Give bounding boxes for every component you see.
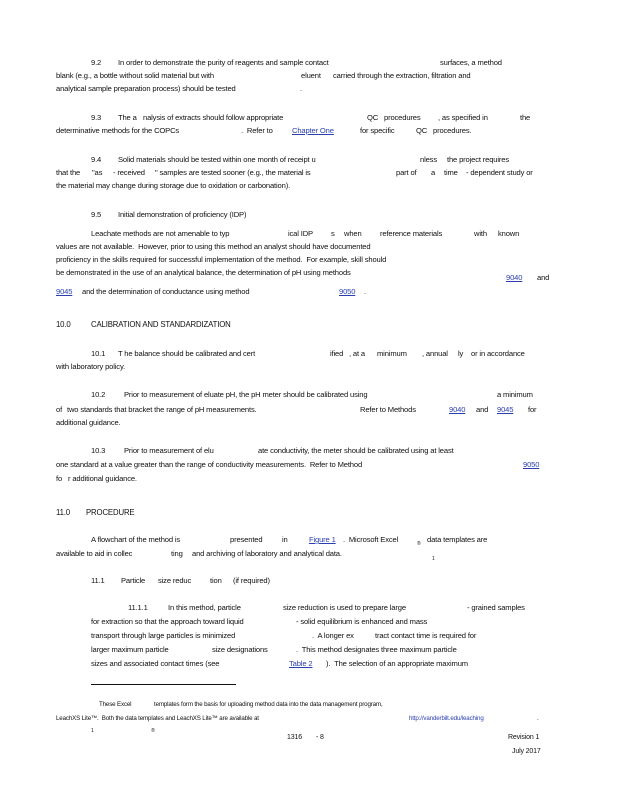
- method-9045-link[interactable]: 9045: [56, 287, 73, 296]
- paragraph-text: procedures: [384, 113, 421, 122]
- section-number: 10.0: [56, 320, 71, 329]
- footnote-text: .: [537, 715, 539, 722]
- paragraph-text: The a: [118, 113, 137, 122]
- section-number: 9.5: [91, 210, 102, 219]
- figure-1-link[interactable]: Figure 1: [309, 535, 336, 544]
- leaching-url-link[interactable]: http://vanderbilt.edu/leaching: [409, 715, 484, 722]
- revision-label: Revision 1: [508, 734, 540, 741]
- section-number: 10.3: [91, 446, 106, 455]
- section-number: 11.1: [91, 576, 105, 585]
- paragraph-text: sizes and associated contact times (see: [91, 659, 220, 668]
- paragraph-text: and: [476, 405, 489, 414]
- paragraph-text: r additional guidance.: [68, 474, 137, 483]
- paragraph-text: Solid materials should be tested within one month of receipt u: [118, 155, 316, 164]
- method-9050-link[interactable]: 9050: [523, 460, 540, 469]
- paragraph-text: presented: [230, 535, 263, 544]
- section-number: 10.1: [91, 349, 106, 358]
- paragraph-text: for: [528, 405, 537, 414]
- paragraph-text: ified: [330, 349, 344, 358]
- section-title: (if required): [233, 576, 270, 585]
- paragraph-text: . Refer to: [241, 126, 273, 135]
- paragraph-text: procedures.: [433, 126, 472, 135]
- paragraph-text: with laboratory policy.: [56, 362, 126, 371]
- paragraph-text: analytical sample preparation process) should be tested: [56, 84, 236, 93]
- paragraph-text: fo: [56, 474, 63, 483]
- paragraph-text: - grained samples: [467, 603, 525, 612]
- paragraph-text: values are not available. However, prior to using this method an analyst should have documented: [56, 242, 371, 251]
- paragraph-text: larger maximum particle: [91, 645, 169, 654]
- paragraph-text: nless: [420, 155, 437, 164]
- footnote-text: LeachXS Lite™. Both the data templates and LeachXS Lite™ are available at: [56, 715, 259, 722]
- section-number: 11.1.1: [128, 603, 148, 612]
- paragraph-text: . This method designates three maximum particle: [296, 645, 457, 654]
- paragraph-text: In this method, particle: [168, 603, 241, 612]
- method-9050-link[interactable]: 9050: [339, 287, 356, 296]
- paragraph-text: a: [431, 168, 436, 177]
- registered-mark: ®: [151, 728, 155, 734]
- paragraph-text: . Microsoft Excel: [343, 535, 399, 544]
- paragraph-text: one standard at a value greater than the range of conductivity measurements. Refer to Method: [56, 460, 363, 469]
- paragraph-text: In order to demonstrate the purity of reagents and sample contact: [118, 58, 329, 67]
- paragraph-text: reference materials: [380, 229, 443, 238]
- paragraph-text: " samples are tested sooner (e.g., the material is: [155, 168, 311, 177]
- section-title: Initial demonstration of proficiency (IDP): [118, 210, 247, 219]
- paragraph-text: that the: [56, 168, 81, 177]
- paragraph-text: known: [498, 229, 520, 238]
- section-title: size reduc: [158, 576, 192, 585]
- paragraph-text: or in accordance: [471, 349, 525, 358]
- paragraph-text: , at a: [349, 349, 365, 358]
- section-heading: CALIBRATION AND STANDARDIZATION: [91, 320, 231, 329]
- paragraph-text: size designations: [212, 645, 268, 654]
- method-9040-link[interactable]: 9040: [449, 405, 466, 414]
- method-9040-link[interactable]: 9040: [506, 273, 523, 282]
- paragraph-text: - received: [113, 168, 145, 177]
- paragraph-text: determinative methods for the COPCs: [56, 126, 180, 135]
- paragraph-text: and archiving of laboratory and analytical data.: [192, 549, 342, 558]
- paragraph-text: two standards that bracket the range of pH measurements.: [67, 405, 257, 414]
- paragraph-text: ). The selection of an appropriate maximum: [326, 659, 468, 668]
- paragraph-text: A flowchart of the method is: [91, 535, 181, 544]
- paragraph-text: - dependent study or: [466, 168, 533, 177]
- paragraph-text: eluent: [301, 71, 321, 80]
- paragraph-text: and: [537, 273, 550, 282]
- section-heading: PROCEDURE: [86, 508, 135, 517]
- paragraph-text: a minimum: [497, 390, 533, 399]
- paragraph-text: ate conductivity, the meter should be calibrated using at least: [258, 446, 454, 455]
- paragraph-text: . A longer ex: [312, 631, 354, 640]
- paragraph-text: Prior to measurement of eluate pH, the pH meter should be calibrated using: [124, 390, 368, 399]
- section-number: 10.2: [91, 390, 106, 399]
- paragraph-text: minimum: [377, 349, 407, 358]
- paragraph-text: ly: [458, 349, 464, 358]
- paragraph-text: the: [520, 113, 531, 122]
- revision-date: July 2017: [512, 748, 541, 755]
- paragraph-text: tract contact time is required for: [375, 631, 477, 640]
- section-number: 9.3: [91, 113, 102, 122]
- paragraph-text: s: [331, 229, 335, 238]
- paragraph-text: carried through the extraction, filtration and: [333, 71, 471, 80]
- paragraph-text: Leachate methods are not amenable to typ: [91, 229, 230, 238]
- paragraph-text: T he balance should be calibrated and cert: [118, 349, 256, 358]
- table-2-link[interactable]: Table 2: [289, 659, 313, 668]
- footnote-separator: [91, 684, 236, 685]
- paragraph-text: available to aid in collec: [56, 549, 133, 558]
- paragraph-text: surfaces, a method: [440, 58, 502, 67]
- paragraph-text: time: [444, 168, 458, 177]
- paragraph-text: Refer to Methods: [360, 405, 416, 414]
- paragraph-text: additional guidance.: [56, 418, 121, 427]
- paragraph-text: for extraction so that the approach toward liquid: [91, 617, 244, 626]
- section-title: tion: [210, 576, 222, 585]
- paragraph-text: the project requires: [447, 155, 510, 164]
- paragraph-text: when: [344, 229, 362, 238]
- paragraph-text: QC: [416, 126, 428, 135]
- paragraph-text: the material may change during storage due to oxidation or carbonation).: [56, 181, 291, 190]
- paragraph-text: for specific: [360, 126, 395, 135]
- paragraph-text: ting: [171, 549, 183, 558]
- paragraph-text: size reduction is used to prepare large: [283, 603, 406, 612]
- section-number: 9.2: [91, 58, 102, 67]
- registered-mark: ®: [417, 541, 421, 547]
- paragraph-text: in: [282, 535, 288, 544]
- paragraph-text: QC: [367, 113, 379, 122]
- paragraph-text: nalysis of extracts should follow appropriate: [143, 113, 284, 122]
- section-number: 9.4: [91, 155, 102, 164]
- footnote-text: templates form the basis for uploading method data into the data management program,: [154, 701, 383, 708]
- footnote-text: These Excel: [99, 701, 132, 708]
- paragraph-text: blank (e.g., a bottle without solid material but with: [56, 71, 214, 80]
- chapter-one-link[interactable]: Chapter One: [292, 126, 334, 135]
- paragraph-text: and the determination of conductance using method: [82, 287, 250, 296]
- paragraph-text: of: [56, 405, 63, 414]
- paragraph-text: data templates are: [427, 535, 488, 544]
- footnote-ref[interactable]: 1: [432, 556, 435, 562]
- paragraph-text: ical IDP: [288, 229, 313, 238]
- paragraph-text: .: [300, 84, 302, 93]
- paragraph-text: "as: [92, 168, 103, 177]
- paragraph-text: , as specified in: [438, 113, 488, 122]
- page-number: - 8: [316, 734, 324, 741]
- paragraph-text: , annual: [422, 349, 448, 358]
- footnote-mark: 1: [91, 728, 94, 734]
- paragraph-text: .: [364, 287, 366, 296]
- paragraph-text: with: [474, 229, 487, 238]
- paragraph-text: part of: [396, 168, 417, 177]
- method-9045-link[interactable]: 9045: [497, 405, 514, 414]
- paragraph-text: proficiency in the skills required for successful implementation of the method. For example, skill should: [56, 255, 387, 264]
- paragraph-text: be demonstrated in the use of an analytical balance, the determination of pH using methods: [56, 268, 351, 277]
- section-number: 11.0: [56, 508, 70, 517]
- paragraph-text: - solid equilibrium is enhanced and mass: [296, 617, 428, 626]
- section-title: Particle: [121, 576, 146, 585]
- paragraph-text: Prior to measurement of elu: [124, 446, 214, 455]
- method-number: 1316: [287, 734, 302, 741]
- paragraph-text: transport through large particles is minimized: [91, 631, 236, 640]
